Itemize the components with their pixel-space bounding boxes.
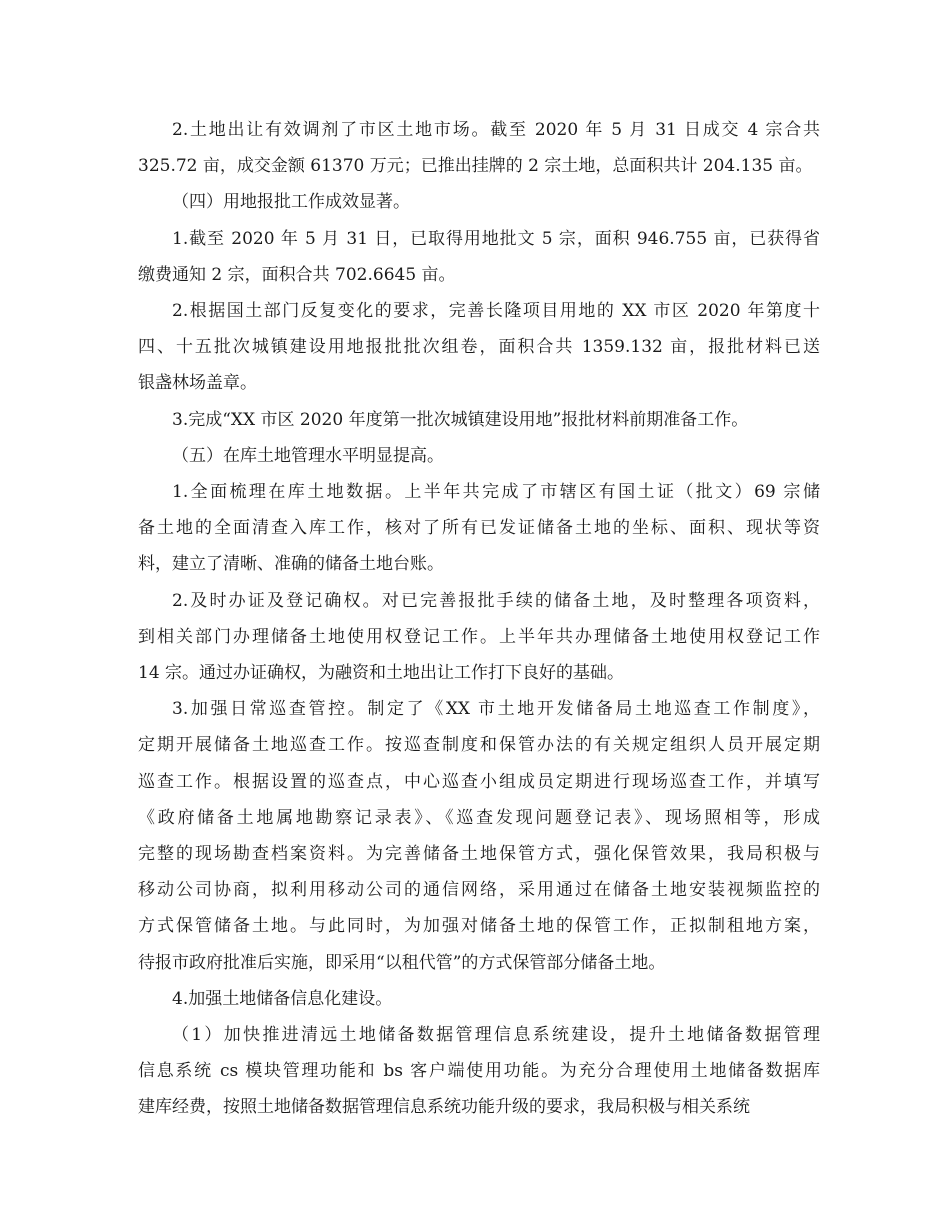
text-line: 4.加强土地储备信息化建设。 — [172, 988, 393, 1009]
text-line: 3.加强日常巡查管控。制定了《XX 市土地开发储备局土地巡查工作制度》， — [172, 699, 820, 720]
paragraph-p5 — [138, 402, 820, 438]
paragraph-p7 — [138, 474, 820, 583]
text-line: （五）在库土地管理水平明显提高。 — [172, 445, 444, 466]
paragraph-p6 — [138, 438, 820, 474]
text-line: 2.及时办证及登记确权。对已完善报批手续的储备土地，及时整理各项资料， — [172, 590, 820, 611]
text-line: 缴费通知 2 宗，面积合共 702.6645 亩。 — [138, 264, 456, 285]
paragraph-p9 — [138, 691, 820, 981]
text-line: 完整的现场勘查档案资料。为完善储备土地保管方式，强化保管效果，我局积极与 — [138, 844, 820, 865]
paragraph-p3 — [138, 221, 820, 293]
text-line: 14 宗。通过办证确权，为融资和土地出让工作打下良好的基础。 — [138, 663, 625, 684]
text-line: 建库经费，按照土地储备数据管理信息系统功能升级的要求，我局积极与相关系统 — [138, 1097, 750, 1118]
text-line: （1）加快推进清远土地储备数据管理信息系统建设，提升土地储备数据管理 — [172, 1025, 820, 1046]
text-line: 待报市政府批准后实施，即采用“以租代管”的方式保管部分储备土地。 — [138, 952, 666, 973]
paragraph-p2 — [138, 184, 820, 220]
paragraph-p10 — [138, 981, 820, 1017]
text-line: 备土地的全面清查入库工作，核对了所有已发证储备土地的坐标、面积、现状等资 — [138, 518, 820, 539]
paragraph-p8 — [138, 583, 820, 692]
text-line: （四）用地报批工作成效显著。 — [172, 192, 410, 213]
text-line: 325.72 亩，成交金额 61370 万元；已推出挂牌的 2 宗土地，总面积共计 204.135 亩。 — [138, 156, 813, 177]
text-line: 方式保管储备土地。与此同时，为加强对储备土地的保管工作，正拟制租地方案， — [138, 916, 820, 937]
paragraph-p4 — [138, 293, 820, 402]
text-line: 四、十五批次城镇建设用地报批批次组卷，面积合共 1359.132 亩，报批材料已送 — [138, 337, 820, 358]
text-line: 定期开展储备土地巡查工作。按巡查制度和保管办法的有关规定组织人员开展定期 — [138, 735, 820, 756]
text-line: 巡查工作。根据设置的巡查点，中心巡查小组成员定期进行现场巡查工作，并填写 — [138, 771, 820, 792]
text-line: 1.全面梳理在库土地数据。上半年共完成了市辖区有国土证（批文）69 宗储 — [172, 482, 820, 503]
text-line: 2.土地出让有效调剂了市区土地市场。截至 2020 年 5 月 31 日成交 4 宗合共 — [172, 120, 820, 140]
text-line: 2.根据国土部门反复变化的要求，完善长隆项目用地的 XX 市区 2020 年第度十 — [172, 301, 820, 322]
paragraph-p1 — [138, 112, 820, 184]
text-line: 到相关部门办理储备土地使用权登记工作。上半年共办理储备土地使用权登记工作 — [138, 626, 820, 647]
document-body — [138, 112, 820, 1126]
text-line: 银盏林场盖章。 — [138, 373, 257, 394]
paragraph-p11 — [138, 1017, 820, 1126]
text-line: 《政府储备土地属地勘察记录表》、《巡查发现问题登记表》、现场照相等，形成 — [138, 807, 820, 828]
text-line: 料，建立了清晰、准确的储备土地台账。 — [138, 554, 444, 575]
text-line: 1.截至 2020 年 5 月 31 日，已取得用地批文 5 宗，面积 946.755 亩，已获得省 — [172, 228, 820, 249]
text-line: 移动公司协商，拟利用移动公司的通信网络，采用通过在储备土地安装视频监控的 — [138, 880, 820, 901]
text-line: 3.完成“XX 市区 2020 年度第一批次城镇建设用地”报批材料前期准备工作。 — [172, 409, 749, 430]
text-line: 信息系统 cs 模块管理功能和 bs 客户端使用功能。为充分合理使用土地储备数据库 — [138, 1061, 820, 1082]
